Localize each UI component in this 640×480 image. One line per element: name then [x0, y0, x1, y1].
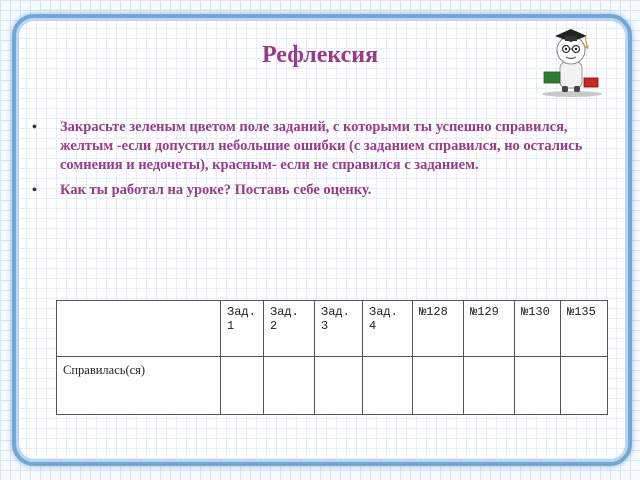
table-header-cell: №130: [515, 301, 561, 357]
instruction-item: [30, 181, 590, 200]
table-answer-cell[interactable]: [315, 357, 363, 415]
table-header-cell: №128: [413, 301, 464, 357]
table-answer-cell[interactable]: [561, 357, 608, 415]
graduate-mascot-icon: [528, 20, 610, 98]
table-header-cell: Зад. 3: [315, 301, 363, 357]
instruction-list: [30, 118, 590, 206]
table-header-cell: №135: [561, 301, 608, 357]
table-answer-cell[interactable]: [363, 357, 413, 415]
slide-title: Рефлексия: [261, 42, 379, 68]
instruction-text-1: Закрасьте зеленым цветом поле заданий, с которыми ты успешно справился, желтым -если допустил небольшие ошибки (с заданием справился, но остались сомнения и недочеты), красным- если не справился с заданием.: [60, 119, 583, 173]
table-header-cell: Зад. 2: [264, 301, 315, 357]
table-answer-cell[interactable]: [515, 357, 561, 415]
table-answer-cell[interactable]: [413, 357, 464, 415]
table-row-label: Справилась(ся): [57, 357, 221, 415]
table-answer-cell[interactable]: [464, 357, 515, 415]
table-header-cell: Зад.1: [221, 301, 264, 357]
instruction-text-2: Как ты работал на уроке? Поставь себе оценку.: [60, 182, 372, 198]
table-header-cell: №129: [464, 301, 515, 357]
table-header-row: [57, 301, 608, 357]
table-answer-cell[interactable]: [264, 357, 315, 415]
bullet-dot-icon: •: [32, 183, 37, 198]
instruction-item: [30, 118, 590, 175]
table-row: [57, 357, 608, 415]
self-assessment-table: [56, 300, 608, 415]
table-answer-cell[interactable]: [221, 357, 264, 415]
table-header-cell: Зад. 4: [363, 301, 413, 357]
bullet-dot-icon: •: [32, 120, 37, 135]
table-corner-cell: [57, 301, 221, 357]
